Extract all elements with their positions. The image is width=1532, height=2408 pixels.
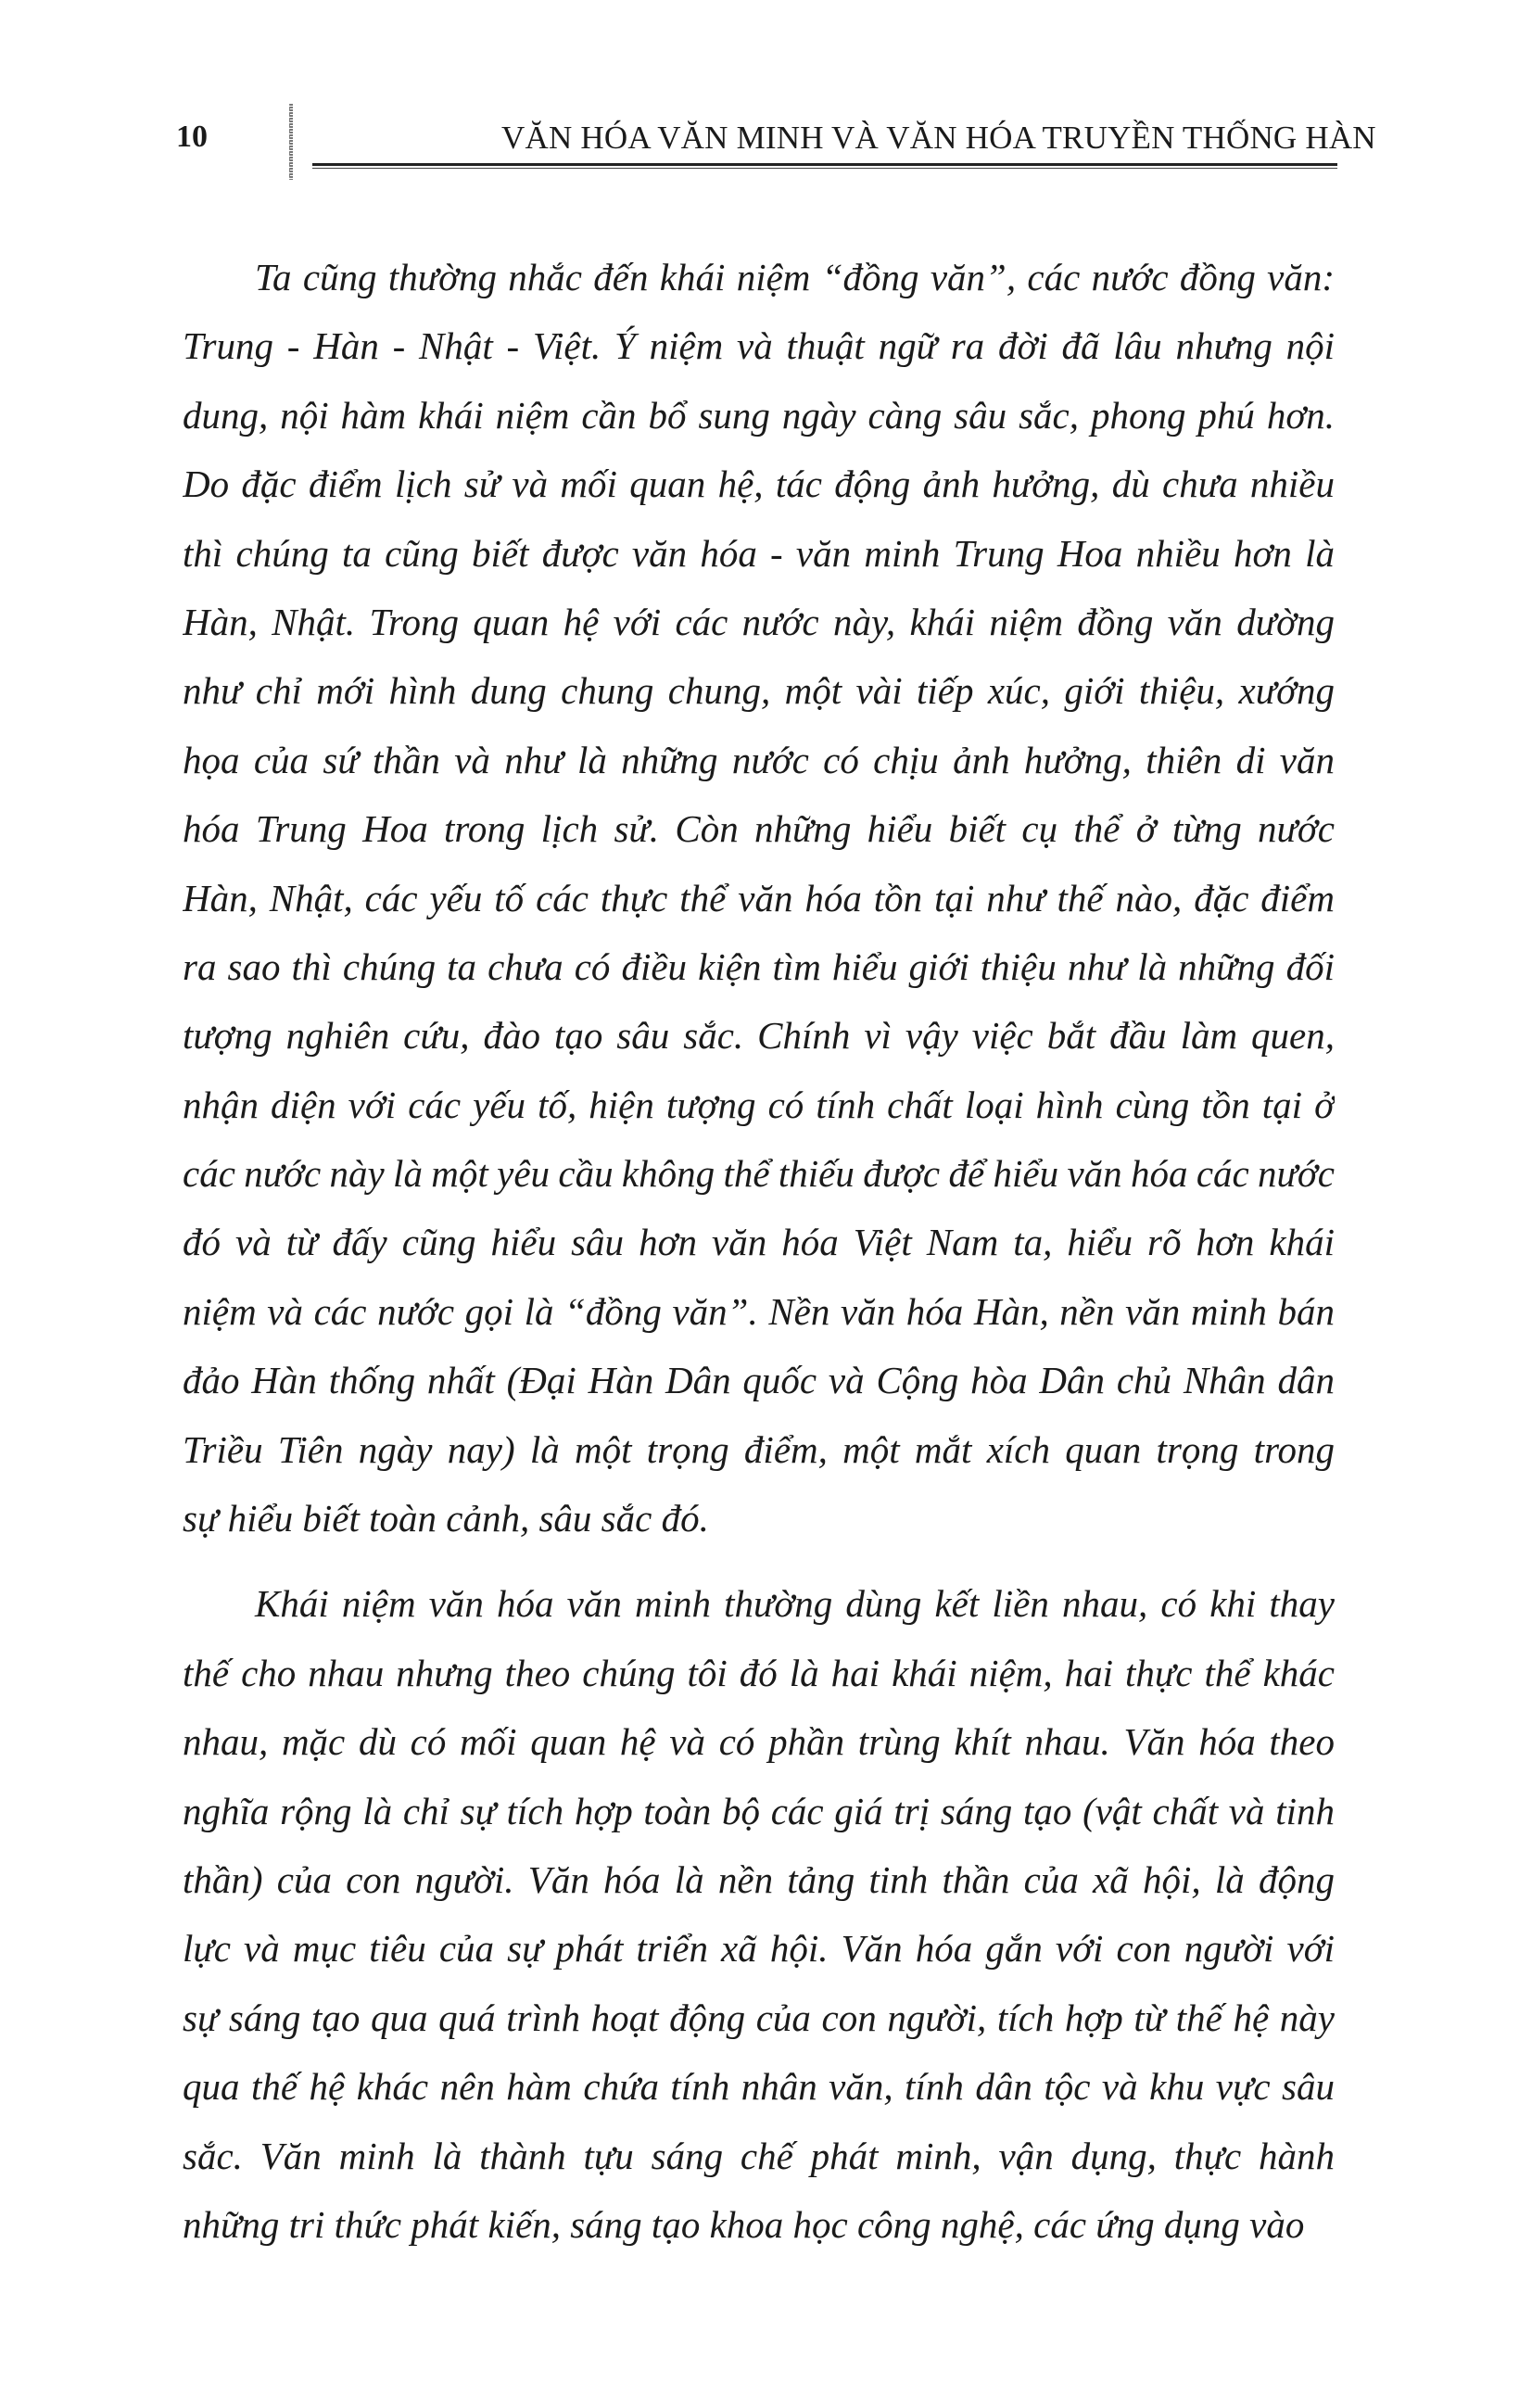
text-line: thế cho nhau nhưng theo chúng tôi đó là hai khái niệm, hai thực thể khác — [183, 1651, 1335, 1694]
text-line: sự sáng tạo qua quá trình hoạt động của con người, tích hợp từ thế hệ này — [183, 1996, 1335, 2039]
paragraph-1 — [183, 243, 1335, 1553]
text-line: hóa Trung Hoa trong lịch sử. Còn những hiểu biết cụ thể ở từng nước — [183, 807, 1335, 851]
text-line: thì chúng ta cũng biết được văn hóa - văn minh Trung Hoa nhiều hơn là — [183, 531, 1335, 575]
text-line: Trung - Hàn - Nhật - Việt. Ý niệm và thuật ngữ ra đời đã lâu nhưng nội — [183, 324, 1335, 368]
text-line: tượng nghiên cứu, đào tạo sâu sắc. Chính vì vậy việc bắt đầu làm quen, — [183, 1014, 1335, 1058]
text-line: niệm và các nước gọi là “đồng văn”. Nền văn hóa Hàn, nền văn minh bán — [183, 1289, 1335, 1333]
header-rule-thin — [312, 168, 1337, 169]
text-line: ra sao thì chúng ta chưa có điều kiện tìm hiểu giới thiệu như là những đối — [183, 944, 1335, 988]
body-text — [183, 243, 1335, 2275]
paragraph-2 — [183, 1569, 1335, 2259]
text-line: đó và từ đấy cũng hiểu sâu hơn văn hóa Việt Nam ta, hiểu rõ hơn khái — [183, 1221, 1335, 1264]
text-line: lực và mục tiêu của sự phát triển xã hội. Văn hóa gắn với con người với — [183, 1927, 1335, 1971]
text-line: Hàn, Nhật, các yếu tố các thực thể văn hóa tồn tại như thế nào, đặc điểm — [183, 876, 1335, 919]
page-number: 10 — [176, 120, 208, 154]
text-line: sự hiểu biết toàn cảnh, sâu sắc đó. — [183, 1497, 709, 1540]
text-line: Khái niệm văn hóa văn minh thường dùng kết liền nhau, có khi thay — [255, 1582, 1335, 1626]
text-line: họa của sứ thần và như là những nước có chịu ảnh hưởng, thiên di văn — [183, 738, 1335, 781]
text-line: sắc. Văn minh là thành tựu sáng chế phát minh, vận dụng, thực hành — [183, 2134, 1335, 2177]
text-line: nhau, mặc dù có mối quan hệ và có phần trùng khít nhau. Văn hóa theo — [183, 1720, 1335, 1764]
text-line: Hàn, Nhật. Trong quan hệ với các nước này, khái niệm đồng văn dường — [183, 600, 1335, 643]
text-line: như chỉ mới hình dung chung chung, một vài tiếp xúc, giới thiệu, xướng — [183, 669, 1335, 713]
text-line: thần) của con người. Văn hóa là nền tảng tinh thần của xã hội, là động — [183, 1857, 1335, 1901]
text-line: các nước này là một yêu cầu không thể thiếu được để hiểu văn hóa các nước — [183, 1152, 1335, 1196]
text-line: nghĩa rộng là chỉ sự tích hợp toàn bộ các giá trị sáng tạo (vật chất và tinh — [183, 1789, 1335, 1832]
text-line: dung, nội hàm khái niệm cần bổ sung ngày càng sâu sắc, phong phú hơn. — [183, 393, 1335, 437]
text-line: nhận diện với các yếu tố, hiện tượng có tính chất loại hình cùng tồn tại ở — [183, 1083, 1335, 1126]
text-line: Ta cũng thường nhắc đến khái niệm “đồng văn”, các nước đồng văn: — [255, 256, 1335, 298]
header-vertical-divider — [289, 104, 293, 180]
text-line: những tri thức phát kiến, sáng tạo khoa học công nghệ, các ứng dụng vào — [183, 2202, 1305, 2246]
text-line: đảo Hàn thống nhất (Đại Hàn Dân quốc và Cộng hòa Dân chủ Nhân dân — [183, 1359, 1335, 1402]
text-line: Do đặc điểm lịch sử và mối quan hệ, tác động ảnh hưởng, dù chưa nhiều — [183, 463, 1335, 506]
text-line: qua thế hệ khác nên hàm chứa tính nhân văn, tính dân tộc và khu vực sâu — [183, 2065, 1335, 2109]
header-rule-thick — [312, 163, 1337, 166]
running-title: VĂN HÓA VĂN MINH VÀ VĂN HÓA TRUYỀN THỐNG HÀN — [501, 120, 1376, 156]
text-line: Triều Tiên ngày nay) là một trọng điểm, một mắt xích quan trọng trong — [183, 1427, 1335, 1471]
